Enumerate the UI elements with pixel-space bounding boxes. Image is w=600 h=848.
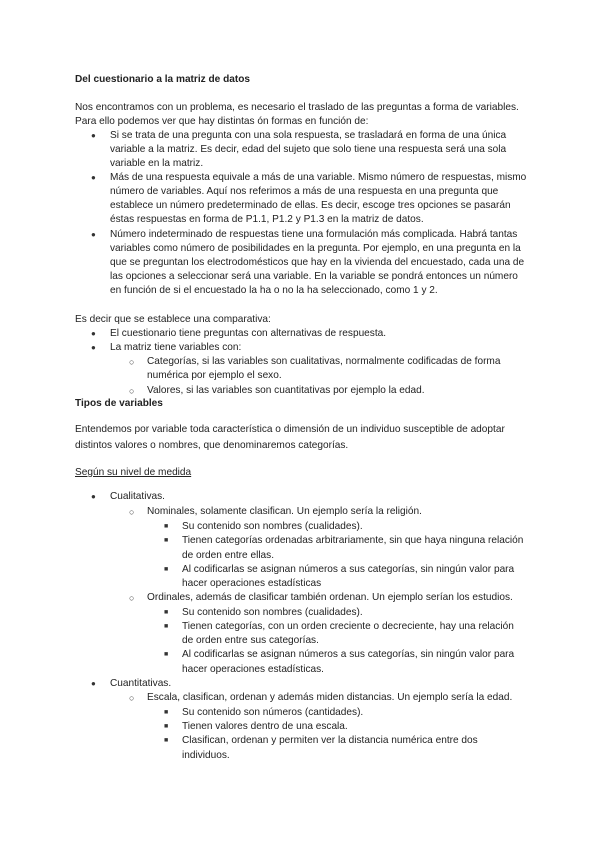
paragraph-line: Nos encontramos con un problema, es necesario el traslado de las preguntas a forma de variables.	[75, 102, 519, 113]
square-bullet-icon: ■	[164, 566, 169, 573]
square-bullet-icon: ■	[164, 651, 169, 658]
square-bullet-icon: ■	[164, 723, 169, 730]
circle-bullet-icon: ○	[129, 386, 135, 396]
list-item-line: Clasifican, ordenan y permiten ver la distancia numérica entre dos	[182, 735, 478, 746]
list-item-line: Tienen categorías ordenadas arbitrariamente, sin que haya ninguna relación	[182, 535, 524, 546]
list-item-line: Número indeterminado de respuestas tiene una formulación más complicada. Habrá tantas	[110, 229, 518, 240]
list-item-line: Su contenido son nombres (cualidades).	[182, 521, 363, 532]
list-item-line: individuos.	[182, 750, 230, 761]
list-item-line: las opciones a seleccionar será una variable. En la variable se pondrá entonces un número	[110, 271, 518, 282]
list-item-line: Categorías, si las variables son cualitativas, normalmente codificadas de forma	[147, 356, 501, 367]
paragraph-line: distintos valores o nombres, que denominaremos categorías.	[75, 440, 349, 451]
list-item-line: éstas respuestas en forma de P1.1, P1.2 y P1.3 en la matriz de datos.	[110, 214, 424, 225]
paragraph-line: Es decir que se establece una comparativa:	[75, 314, 271, 325]
square-bullet-icon: ■	[164, 523, 169, 530]
list-item-line: variable en la matriz.	[110, 158, 204, 169]
square-bullet-icon: ■	[164, 737, 169, 744]
list-item-line: número de variables. Aquí nos referimos a más de una respuesta en una pregunta que	[110, 186, 499, 197]
square-bullet-icon: ■	[164, 609, 169, 616]
square-bullet-icon: ■	[164, 537, 169, 544]
bullet-icon: ●	[91, 492, 96, 501]
bullet-icon: ●	[91, 230, 96, 239]
bullet-icon: ●	[91, 173, 96, 182]
list-item-line: hacer operaciones estadísticas	[182, 578, 322, 589]
list-item-line: Más de una respuesta equivale a más de una variable. Mismo número de respuestas, mismo	[110, 172, 527, 183]
circle-bullet-icon: ○	[129, 357, 135, 367]
section-heading: Del cuestionario a la matriz de datos	[75, 74, 251, 85]
list-item-line: Ordinales, además de clasificar también ordenan. Un ejemplo serían los estudios.	[147, 592, 513, 603]
list-item-line: Cualitativas.	[110, 491, 165, 502]
list-item-line: Escala, clasifican, ordenan y además miden distancias. Un ejemplo sería la edad.	[147, 692, 513, 703]
list-item-line: Cuantitativas.	[110, 678, 172, 689]
list-item-line: Su contenido son nombres (cualidades).	[182, 607, 363, 618]
list-item-line: Al codificarlas se asignan números a sus categorías, sin ningún valor para	[182, 564, 515, 575]
list-item-line: Al codificarlas se asignan números a sus categorías, sin ningún valor para	[182, 649, 515, 660]
list-item-line: que se preguntan los electrodomésticos que hay en la vivienda del encuestado, cada una de	[110, 257, 525, 268]
bullet-icon: ●	[91, 131, 96, 140]
list-item-line: hacer operaciones estadísticas.	[182, 664, 324, 675]
list-item-line: Su contenido son números (cantidades).	[182, 707, 364, 718]
list-item-line: numérica por ejemplo el sexo.	[147, 370, 282, 381]
list-item-line: variable a la matriz. Es decir, edad del sujeto que solo tiene una respuesta será una sola	[110, 144, 507, 155]
list-item-line: Valores, si las variables son cuantitativas por ejemplo la edad.	[147, 385, 425, 396]
subheading: Según su nivel de medida	[75, 467, 192, 478]
list-item-line: La matriz tiene variables con:	[110, 342, 242, 353]
bullet-icon: ●	[91, 329, 96, 338]
list-item-line: variables como número de posibilidades en la pregunta. Por ejemplo, en una pregunta en la	[110, 243, 521, 254]
circle-bullet-icon: ○	[129, 693, 135, 703]
bullet-icon: ●	[91, 679, 96, 688]
square-bullet-icon: ■	[164, 709, 169, 716]
bullet-icon: ●	[91, 343, 96, 352]
paragraph-line: Entendemos por variable toda característica o dimensión de un individuo susceptible de adoptar	[75, 424, 505, 435]
list-item-line: en función de si el encuestado la ha o no la ha seleccionado, como 1 y 2.	[110, 285, 438, 296]
list-item-line: de orden entre sus categorías.	[182, 635, 319, 646]
paragraph-line: Para ello podemos ver que hay distintas ón formas en función de:	[75, 116, 369, 127]
list-item-line: de orden entre ellas.	[182, 550, 275, 561]
list-item-line: Tienen categorías, con un orden creciente o decreciente, hay una relación	[182, 621, 514, 632]
square-bullet-icon: ■	[164, 623, 169, 630]
section-heading: Tipos de variables	[75, 398, 163, 409]
circle-bullet-icon: ○	[129, 507, 135, 517]
circle-bullet-icon: ○	[129, 593, 135, 603]
list-item-line: Tienen valores dentro de una escala.	[182, 721, 348, 732]
list-item-line: Si se trata de una pregunta con una sola respuesta, se trasladará en forma de una única	[110, 130, 507, 141]
list-item-line: Nominales, solamente clasifican. Un ejemplo sería la religión.	[147, 506, 422, 517]
list-item-line: establece un número predeterminado de ellas. Es decir, escoge tres opciones se pasarán	[110, 200, 511, 211]
list-item-line: El cuestionario tiene preguntas con alternativas de respuesta.	[110, 328, 387, 339]
